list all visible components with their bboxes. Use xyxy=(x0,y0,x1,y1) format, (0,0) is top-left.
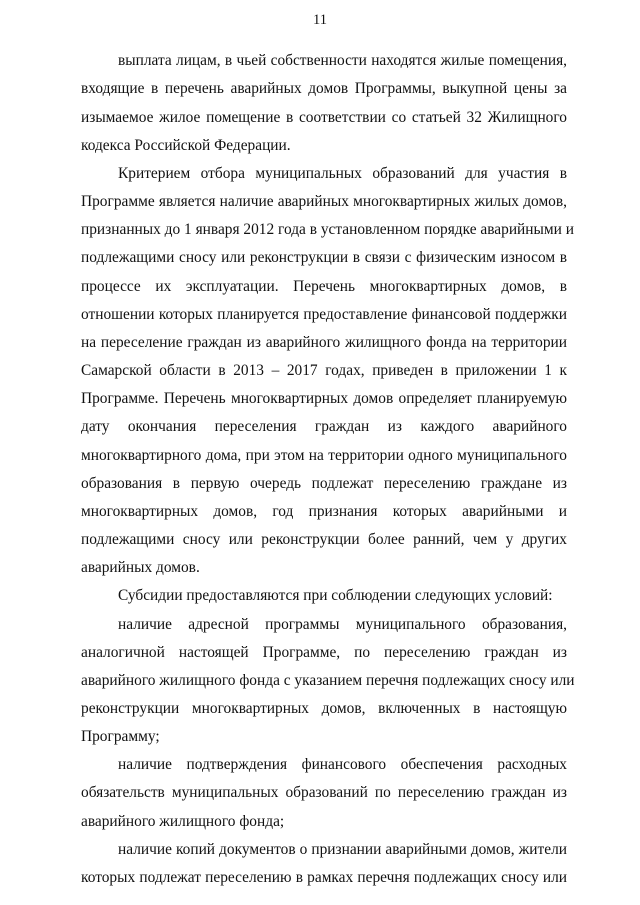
text-line: образования в первую очередь подлежат переселению граждане из xyxy=(81,475,567,492)
text-line: Программе является наличие аварийных многоквартирных жилых домов, xyxy=(81,193,567,210)
text-line: многоквартирных домов, год признания которых аварийными и xyxy=(81,503,567,520)
text-line: входящие в перечень аварийных домов Программы, выкупной цены за xyxy=(81,80,567,97)
text-line: Субсидии предоставляются при соблюдении следующих условий: xyxy=(118,587,553,604)
text-line: аварийного жилищного фонда; xyxy=(81,813,285,830)
text-line: изымаемое жилое помещение в соответствии со статьей 32 Жилищного xyxy=(81,109,567,126)
text-line: наличие подтверждения финансового обеспечения расходных xyxy=(118,756,567,773)
text-line: наличие копий документов о признании аварийными домов, жители xyxy=(118,841,567,858)
text-line: на переселение граждан из аварийного жилищного фонда на территории xyxy=(81,334,567,351)
text-line: которых подлежат переселению в рамках перечня подлежащих сносу или xyxy=(81,869,567,886)
text-line: обязательств муниципальных образований по переселению граждан из xyxy=(81,784,567,801)
text-line: отношении которых планируется предоставление финансовой поддержки xyxy=(81,306,567,323)
text-line: подлежащими сносу или реконструкции в связи с физическим износом в xyxy=(81,249,567,266)
text-line: выплата лицам, в чьей собственности находятся жилые помещения, xyxy=(118,52,567,69)
text-line: Программе. Перечень многоквартирных домов определяет планируемую xyxy=(81,390,567,407)
text-line: наличие адресной программы муниципального образования, xyxy=(118,616,567,633)
page-number: 11 xyxy=(313,12,327,28)
text-line: Программу; xyxy=(81,728,160,745)
text-line: дату окончания переселения граждан из каждого аварийного xyxy=(81,418,567,435)
text-line: процессе их эксплуатации. Перечень многоквартирных домов, в xyxy=(81,278,567,295)
text-line: Самарской области в 2013 – 2017 годах, приведен в приложении 1 к xyxy=(81,362,567,379)
text-line: аналогичной настоящей Программе, по переселению граждан из xyxy=(81,644,567,661)
text-line: многоквартирного дома, при этом на территории одного муниципального xyxy=(81,447,567,464)
text-line: реконструкции многоквартирных домов, включенных в настоящую xyxy=(81,700,567,717)
text-line: аварийного жилищного фонда с указанием перечня подлежащих сносу или xyxy=(81,672,575,689)
text-line: признанных до 1 января 2012 года в установленном порядке аварийными и xyxy=(81,221,574,238)
text-line: подлежащими сносу или реконструкции более ранний, чем у других xyxy=(81,531,567,548)
text-line: аварийных домов. xyxy=(81,559,200,576)
text-line: Критерием отбора муниципальных образований для участия в xyxy=(118,165,567,182)
text-line: кодекса Российской Федерации. xyxy=(81,137,291,154)
